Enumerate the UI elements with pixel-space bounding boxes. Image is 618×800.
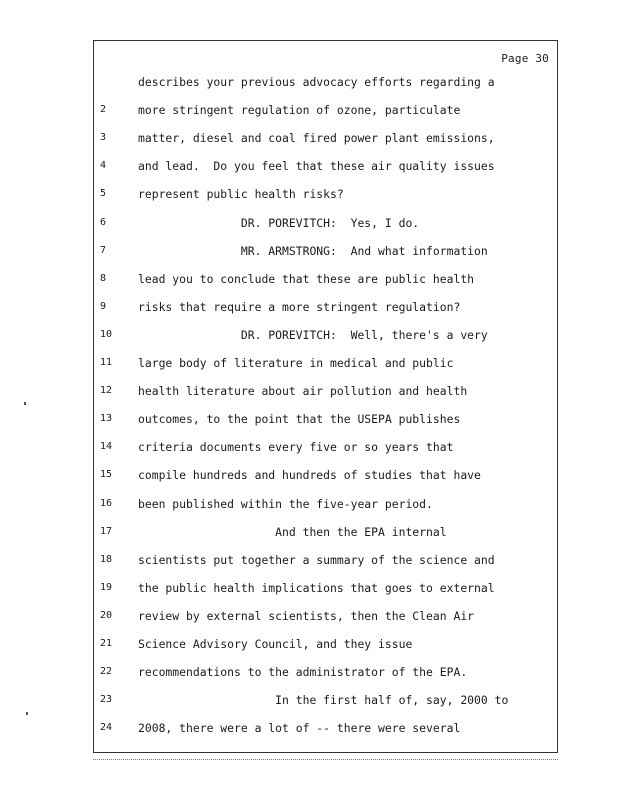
line-text: large body of literature in medical and public <box>138 356 454 370</box>
line-number: 24 <box>100 722 113 734</box>
line-text: outcomes, to the point that the USEPA publishes <box>138 412 461 427</box>
transcript-line <box>94 159 557 179</box>
line-number: 12 <box>100 385 113 397</box>
line-text: scientists put together a summary of the science and <box>138 552 495 567</box>
line-text: matter, diesel and coal fired power plant emissions, <box>138 131 495 146</box>
line-text: 2008, there were a lot of -- there were several <box>138 721 461 736</box>
line-text: and lead. Do you feel that these air quality issues <box>138 159 495 174</box>
transcript-line <box>94 525 557 545</box>
line-text: the public health implications that goes to external <box>138 580 495 595</box>
line-text: compile hundreds and hundreds of studies that have <box>138 468 481 483</box>
transcript-line <box>94 131 557 151</box>
transcript-line <box>94 328 557 348</box>
transcript-line <box>94 637 557 657</box>
bottom-rule <box>93 758 558 760</box>
line-text: represent public health risks? <box>138 187 344 202</box>
line-text: In the first half of, say, 2000 to <box>138 693 509 708</box>
line-number: 13 <box>100 413 113 425</box>
line-text: recommendations to the administrator of the EPA. <box>138 665 468 680</box>
line-text: lead you to conclude that these are public health <box>138 271 475 286</box>
line-number: 4 <box>100 160 107 172</box>
line-text: criteria documents every five or so years that <box>138 440 454 455</box>
line-text: health literature about air pollution and health <box>138 384 468 399</box>
line-number: 16 <box>100 497 113 509</box>
line-number: 5 <box>100 188 107 200</box>
scan-speck <box>24 402 26 405</box>
line-number: 20 <box>100 609 113 621</box>
transcript-line <box>94 187 557 207</box>
transcript-line <box>94 75 557 95</box>
line-number: 18 <box>100 553 113 565</box>
transcript-line <box>94 412 557 432</box>
line-number: 6 <box>100 216 107 228</box>
transcript-line <box>94 468 557 488</box>
line-number: 21 <box>100 638 113 649</box>
line-text: more stringent regulation of ozone, particulate <box>138 103 461 118</box>
transcript-line <box>94 216 557 236</box>
line-number: 9 <box>100 300 107 312</box>
line-text: And then the EPA internal <box>138 524 447 539</box>
transcript-line <box>94 693 557 713</box>
transcript-line <box>94 300 557 320</box>
page-number: Page 30 <box>501 52 549 65</box>
line-text: been published within the five-year period. <box>138 496 433 511</box>
line-number: 3 <box>100 132 107 144</box>
line-number: 22 <box>100 666 113 678</box>
transcript-line <box>94 609 557 629</box>
transcript-line <box>94 103 557 123</box>
line-text: DR. POREVITCH: Yes, I do. <box>138 215 420 230</box>
line-number: 17 <box>100 525 113 537</box>
line-text: describes your previous advocacy efforts regarding a <box>138 75 495 89</box>
transcript-line <box>94 721 557 741</box>
transcript-page <box>93 40 558 753</box>
transcript-line <box>94 440 557 460</box>
line-number: 7 <box>100 244 107 256</box>
line-number: 14 <box>100 441 113 453</box>
line-number: 19 <box>100 581 113 593</box>
line-text: MR. ARMSTRONG: And what information <box>138 243 488 258</box>
line-number: 23 <box>100 694 113 706</box>
transcript-line <box>94 384 557 404</box>
transcript-line <box>94 553 557 573</box>
line-text: DR. POREVITCH: Well, there's a very <box>138 327 488 342</box>
transcript-line <box>94 272 557 292</box>
line-number: 10 <box>100 328 113 340</box>
line-number: 11 <box>100 357 113 368</box>
scan-speck <box>26 712 28 715</box>
transcript-line <box>94 244 557 264</box>
line-number: 2 <box>100 104 107 116</box>
transcript-line <box>94 356 557 376</box>
transcript-line <box>94 581 557 601</box>
line-number: 15 <box>100 469 113 481</box>
line-number: 8 <box>100 272 107 284</box>
line-text: review by external scientists, then the Clean Air <box>138 608 475 623</box>
transcript-line <box>94 665 557 685</box>
line-text: Science Advisory Council, and they issue <box>138 637 413 651</box>
line-text: risks that require a more stringent regulation? <box>138 299 461 314</box>
transcript-line <box>94 497 557 517</box>
